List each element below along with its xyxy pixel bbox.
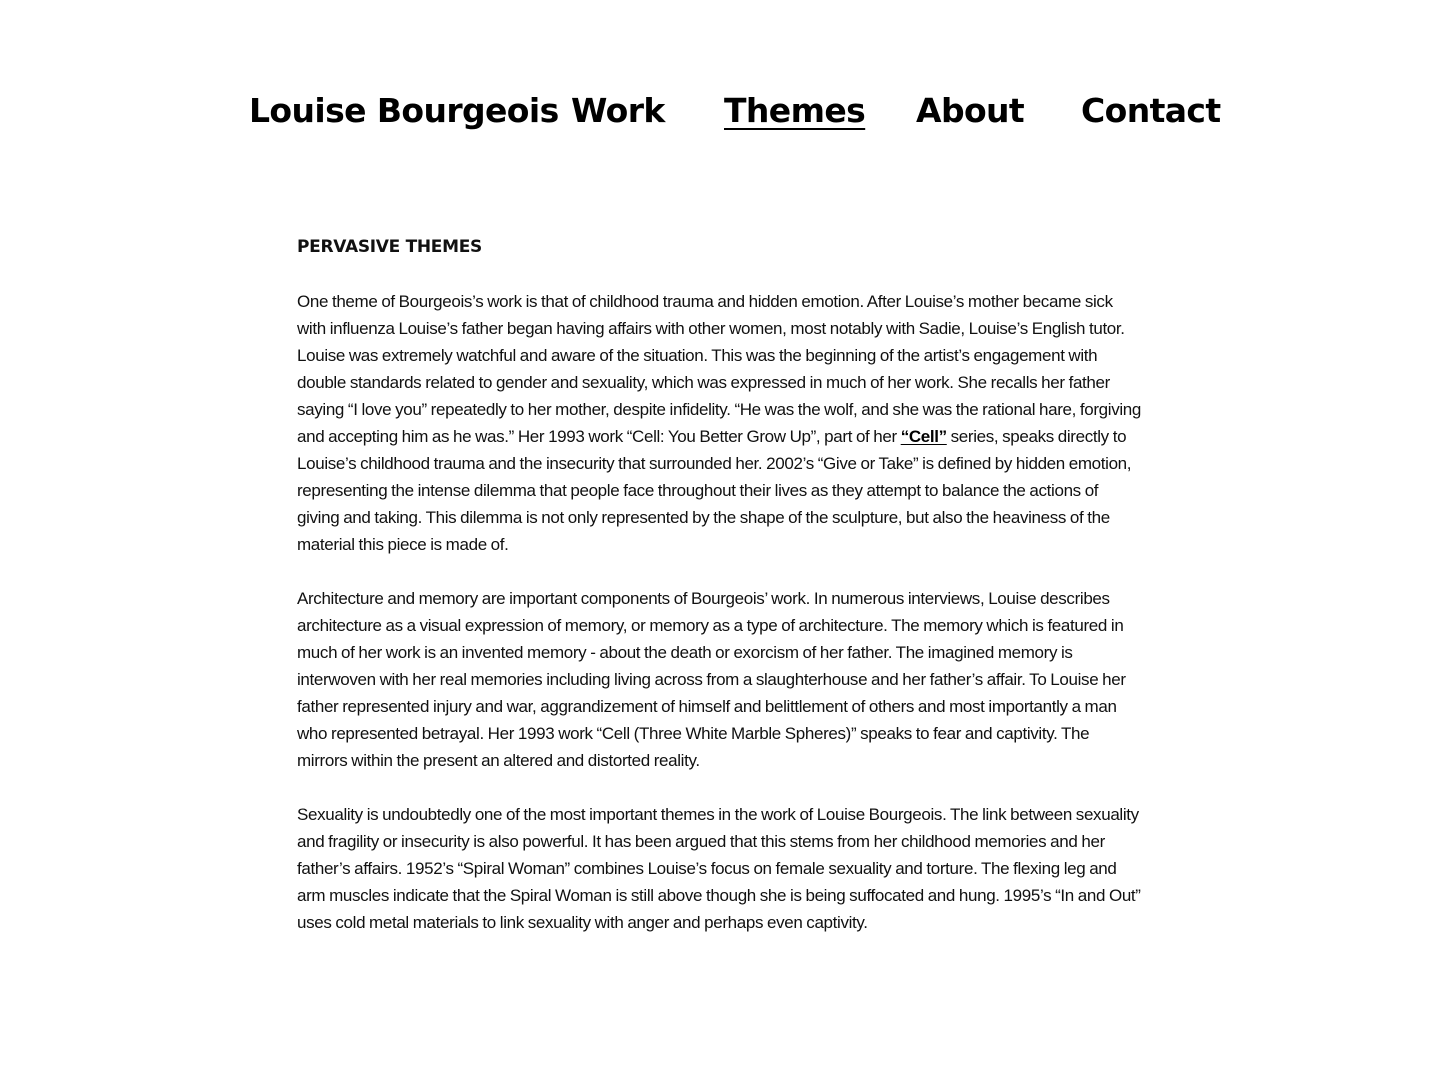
nav-item-themes[interactable]: Themes <box>724 91 866 130</box>
nav-item-about[interactable]: About <box>916 91 1025 130</box>
site-title-link[interactable]: Louise Bourgeois <box>249 91 559 130</box>
cell-series-link[interactable]: “Cell” <box>900 427 947 446</box>
paragraph-text: One theme of Bourgeois’s work is that of childhood trauma and hidden emotion. After Louise’s mother became sick with influenza Louise’s father began having affairs with other women, most notably with Sadie, Louise’s English tutor. Louise was extremely watchful and aware of the situation. This was the beginning of the artist’s engagement with double standards related to gender and sexuality, which was expressed in much of her work. She recalls her father saying “I love you” repeatedly to her mother, despite infidelity. “He was the wolf, and she was the rational hare, forgiving and accepting him as he was.” Her 1993 work “Cell: You Better Grow Up”, part of her <box>297 292 1141 446</box>
paragraph-sexuality: Sexuality is undoubtedly one of the most important themes in the work of Louise Bourgeois. The link between sexuality and fragility or insecurity is also powerful. It has been argued that this stems from her childhood memories and her father’s affairs. 1952’s “Spiral Woman” combines Louise’s focus on female sexuality and torture. The flexing leg and arm muscles indicate that the Spiral Woman is still above though she is being suffocated and hung. 1995’s “In and Out” uses cold metal materials to link sexuality with anger and perhaps even captivity. <box>297 805 1141 932</box>
themes-article <box>297 234 1142 963</box>
page-title: PERVASIVE THEMES <box>297 237 482 257</box>
nav-item-contact[interactable]: Contact <box>1081 91 1221 130</box>
nav-item-work[interactable]: Work <box>571 91 665 130</box>
paragraph-architecture-memory: Architecture and memory are important components of Bourgeois’ work. In numerous interviews, Louise describes architecture as a visual expression of memory, or memory as a type of architecture. The memory which is featured in much of her work is an invented memory - about the death or exorcism of her father. The imagined memory is interwoven with her real memories including living across from a slaughterhouse and her father’s affair. To Louise her father represented injury and war, aggrandizement of himself and belittlement of others and most importantly a man who represented betrayal. Her 1993 work “Cell (Three White Marble Spheres)” speaks to fear and captivity. The mirrors within the present an altered and distorted reality. <box>297 589 1126 770</box>
paragraph-text: series, speaks directly to Louise’s childhood trauma and the insecurity that surrounded her. 2002’s “Give or Take” is defined by hidden emotion, representing the intense dilemma that people face throughout their lives as they attempt to balance the actions of giving and taking. This dilemma is not only represented by the shape of the sculpture, but also the heaviness of the material this piece is made of. <box>297 427 1132 554</box>
paragraph-childhood-trauma <box>297 288 1142 558</box>
main-navigation <box>0 88 1440 138</box>
